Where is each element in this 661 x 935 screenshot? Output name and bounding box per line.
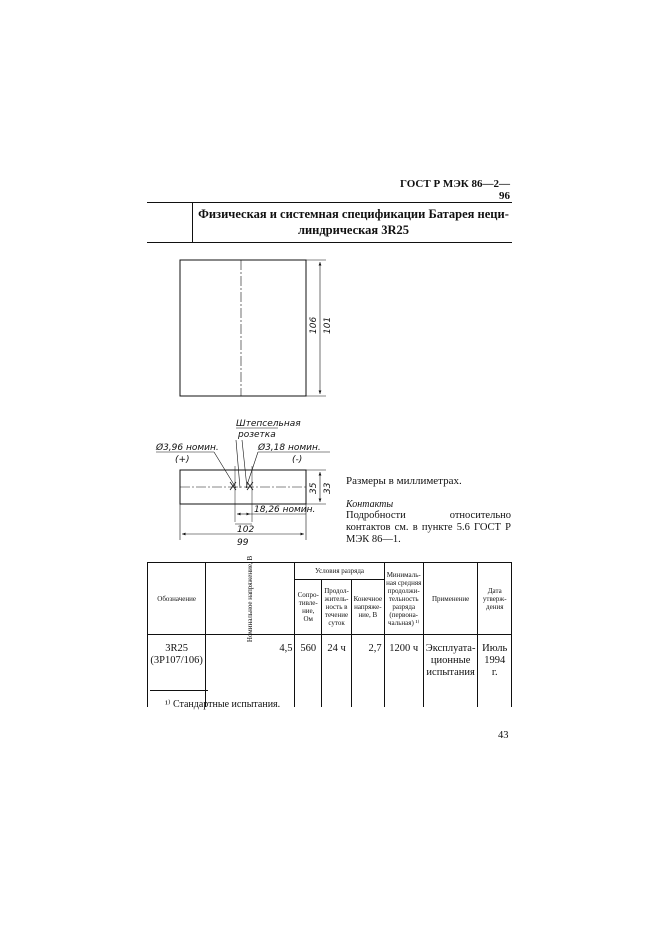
page-number: 43	[498, 730, 509, 741]
table-row	[148, 635, 512, 708]
neg-diameter-label: Ø3,18 номин.	[258, 443, 321, 453]
cell-designation: 3R25 (3Р107/106)	[148, 635, 206, 708]
spec-table	[147, 555, 512, 707]
header-application: Применение	[423, 563, 478, 635]
cell-duration: 24 ч	[322, 635, 352, 708]
header-designation: Обозначение	[148, 563, 206, 635]
terminal-spacing-label: 18,26 номин.	[254, 505, 316, 515]
title-line-2: линдрическая 3R25	[297, 223, 410, 237]
pos-sign: (+)	[175, 455, 190, 465]
top-view-outline	[180, 260, 306, 396]
standard-header: ГОСТ Р МЭК 86—2—96	[400, 178, 510, 202]
header-resistance: Сопро-тивле-ние, Ом	[295, 580, 322, 635]
neg-sign: (-)	[292, 455, 303, 465]
footnote-divider	[150, 690, 208, 691]
cell-resistance: 560	[295, 635, 322, 708]
width-outer-label: 102	[237, 525, 255, 535]
pos-diameter-label: Ø3,96 номин.	[156, 443, 219, 453]
cell-end-voltage: 2,7	[352, 635, 385, 708]
contacts-text: Подробности относительно контактов см. в пункте 5.6 ГОСТ Р МЭК 86—1.	[346, 510, 511, 545]
header-discharge-conditions: Условия разряда	[295, 563, 384, 580]
footnote: ¹⁾ Стандартные испытания.	[165, 699, 281, 710]
thickness-inner-label: 33	[323, 482, 333, 494]
height-inner-label: 101	[323, 316, 333, 334]
title-line-1: Физическая и системная спецификации Батарея неци-	[198, 207, 509, 221]
socket-label-1: Штепсельная	[236, 419, 301, 429]
thickness-outer-label: 35	[309, 482, 319, 494]
socket-label-2: розетка	[238, 430, 276, 440]
contacts-heading: Контакты	[346, 499, 394, 510]
cell-approval-date: Июль 1994 г.	[478, 635, 512, 708]
header-min-duration: Минималь-ная средняя продолжи-тельность разряда (первона-чальная) ¹⁾	[384, 563, 423, 635]
cell-nominal-voltage: 4,5	[206, 635, 295, 708]
cell-application: Эксплуата-ционные испытания	[423, 635, 478, 708]
header-end-voltage: Конечное напряже-ние, В	[352, 580, 385, 635]
header-nominal-voltage: Номинальное напряжение, В	[206, 563, 295, 635]
header-duration: Продол-житель-ность в течение суток	[322, 580, 352, 635]
width-inner-label: 99	[237, 538, 249, 548]
cell-min-duration: 1200 ч	[384, 635, 423, 708]
header-approval-date: Дата утверж-дения	[478, 563, 512, 635]
dimensions-note: Размеры в миллиметрах.	[346, 475, 462, 487]
height-outer-label: 106	[309, 316, 319, 334]
